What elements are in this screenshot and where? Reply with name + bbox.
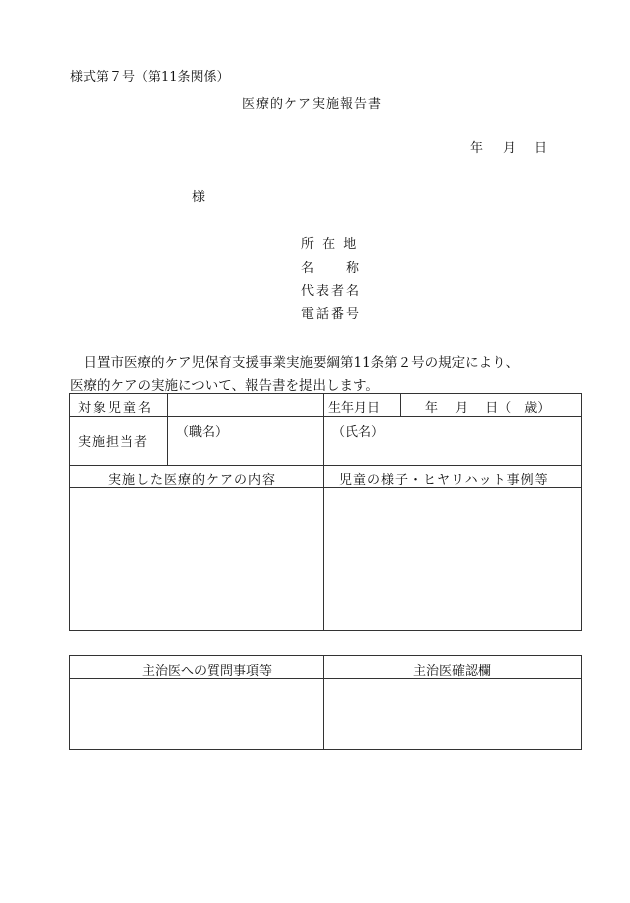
child-state-header: 児童の様子・ヒヤリハット事例等 — [339, 473, 549, 488]
care-content-header: 実施した医療的ケアの内容 — [108, 473, 277, 488]
date-day-label: 日 — [534, 141, 548, 156]
address-label: 所 在 地 — [301, 237, 359, 252]
child-name-label: 対象児童名 — [78, 401, 154, 416]
intro-line-1: 日置市医療的ケア児保育支援事業実施要綱第11条第２号の規定により、 — [70, 355, 520, 371]
birthdate-value[interactable]: 年 月 日（ 歳） — [425, 401, 551, 416]
date-year-label: 年 — [470, 141, 484, 156]
addressee-suffix: 様 — [192, 190, 206, 205]
document-title: 医療的ケア実施報告書 — [242, 97, 383, 112]
date-month-label: 月 — [503, 141, 517, 156]
intro-line-2: 医療的ケアの実施について、報告書を提出します。 — [70, 378, 379, 394]
birthdate-label: 生年月日 — [328, 401, 381, 416]
job-title-label: （職名） — [176, 425, 229, 440]
staff-label: 実施担当者 — [78, 435, 149, 450]
report-table — [69, 393, 582, 631]
doctor-check-header: 主治医確認欄 — [413, 664, 492, 679]
form-number: 様式第７号（第11条関係） — [70, 70, 230, 85]
questions-header: 主治医への質問事項等 — [142, 664, 273, 679]
representative-label: 代表者名 — [301, 284, 362, 299]
doctor-table — [69, 655, 582, 750]
person-name-label: （氏名） — [332, 425, 385, 440]
phone-label: 電話番号 — [301, 307, 362, 322]
name-label: 名 称 — [301, 261, 362, 276]
